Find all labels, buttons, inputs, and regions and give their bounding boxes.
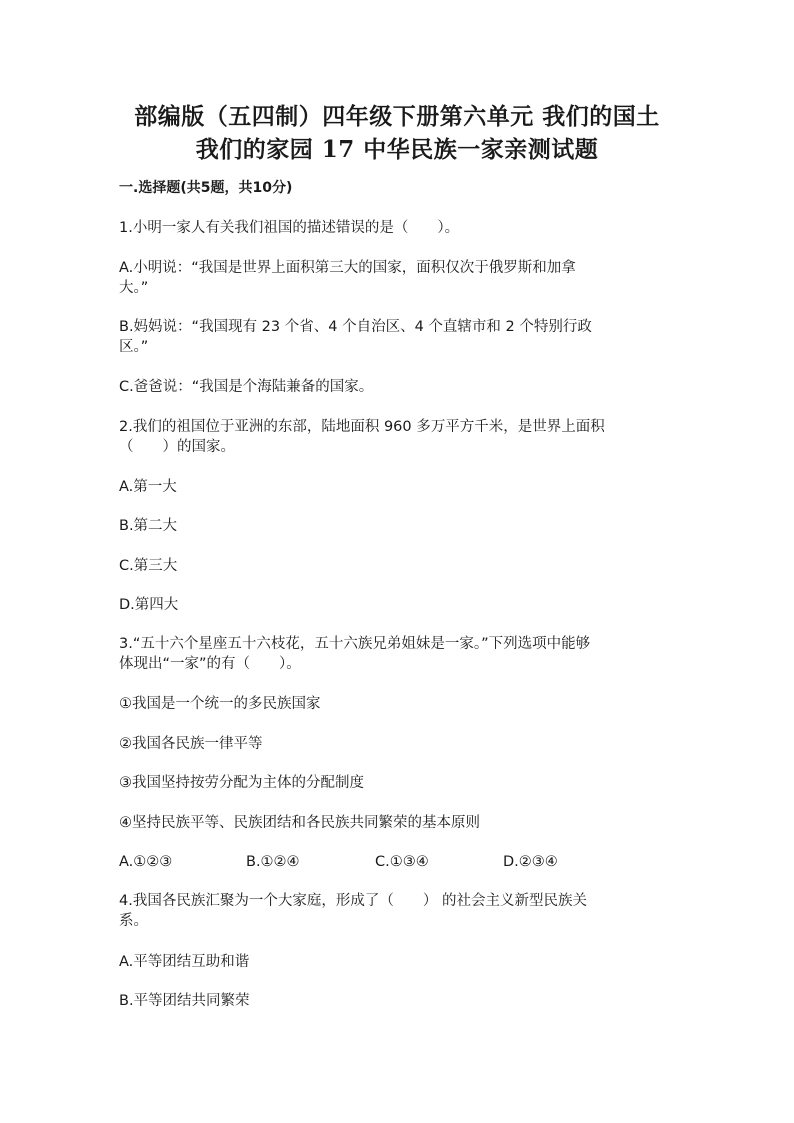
question-3-item-4: ④坚持民族平等、民族团结和各民族共同繁荣的基本原则 — [119, 815, 480, 831]
question-3-item-2: ②我国各民族一律平等 — [119, 736, 263, 752]
question-2-option-c: C.第三大 — [119, 558, 178, 574]
question-2-option-b: B.第二大 — [119, 518, 178, 534]
question-3-option-d: D.②③④ — [503, 854, 558, 870]
question-4-option-b: B.平等团结共同繁荣 — [119, 993, 250, 1009]
question-3-option-b: B.①②④ — [246, 854, 300, 870]
question-3-stem-line-1: 3.“五十六个星座五十六枝花，五十六族兄弟姐妹是一家。”下列选项中能够 — [119, 636, 591, 652]
question-2-stem-line-2: （ ）的国家。 — [119, 439, 235, 455]
question-2-option-d: D.第四大 — [119, 597, 179, 613]
question-1-stem: 1.小明一家人有关我们祖国的描述错误的是（ ）。 — [119, 220, 460, 236]
question-2-stem-line-1: 2.我们的祖国位于亚洲的东部，陆地面积 960 多万平方千米，是世界上面积 — [119, 419, 605, 435]
question-3-stem-line-2: 体现出“一家”的有（ ）。 — [119, 656, 301, 672]
question-1-option-c: C.爸爸说：“我国是个海陆兼备的国家。 — [119, 379, 374, 395]
section-heading: 一.选择题(共5题，共10分) — [119, 180, 293, 196]
question-3-option-a: A.①②③ — [119, 854, 173, 870]
document-title-line-2: 我们的家园 17 中华民族一家亲测试题 — [195, 136, 599, 163]
question-3-item-3: ③我国坚持按劳分配为主体的分配制度 — [119, 775, 364, 791]
question-4-stem-line-1: 4.我国各民族汇聚为一个大家庭，形成了（ ） 的社会主义新型民族关 — [119, 893, 587, 909]
question-1-option-a-line-1: A.小明说：“我国是世界上面积第三大的国家，面积仅次于俄罗斯和加拿 — [119, 260, 576, 276]
document-title-line-1: 部编版（五四制）四年级下册第六单元 我们的国土 — [134, 103, 660, 130]
question-1-option-a-line-2: 大。” — [119, 280, 149, 296]
question-2-option-a: A.第一大 — [119, 479, 177, 495]
question-3-item-1: ①我国是一个统一的多民族国家 — [119, 696, 321, 712]
question-4-stem-line-2: 系。 — [119, 913, 148, 929]
question-3-option-c: C.①③④ — [375, 854, 429, 870]
question-4-option-a: A.平等团结互助和谐 — [119, 954, 250, 970]
question-1-option-b-line-1: B.妈妈说：“我国现有 23 个省、4 个自治区、4 个直辖市和 2 个特别行政 — [119, 319, 592, 335]
question-1-option-b-line-2: 区。” — [119, 339, 149, 355]
